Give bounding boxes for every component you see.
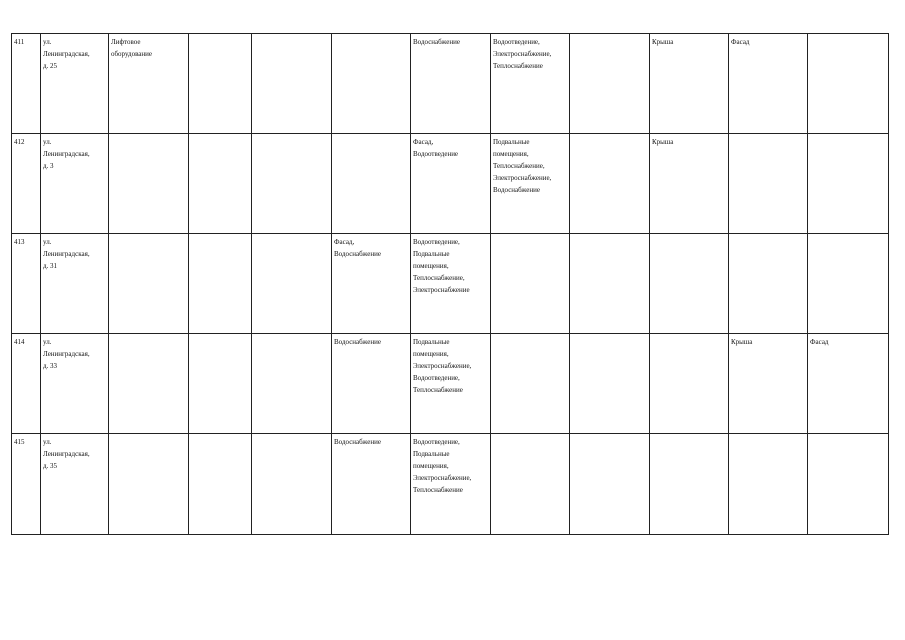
- work-cell: Фасад: [808, 334, 889, 434]
- address-cell: ул. Ленинградская, д. 25: [41, 34, 109, 134]
- row-number: 412: [12, 134, 41, 234]
- table-row: [12, 34, 889, 134]
- work-cell: Водоотведение, Подвальные помещения, Электроснабжение, Теплоснабжение: [411, 434, 491, 535]
- work-cell: Водоснабжение: [332, 334, 411, 434]
- work-cell: [491, 234, 570, 334]
- work-cell: Водоотведение, Электроснабжение, Теплоснабжение: [491, 34, 570, 134]
- address-cell: ул. Ленинградская, д. 3: [41, 134, 109, 234]
- work-cell: [189, 334, 252, 434]
- work-cell: [729, 234, 808, 334]
- work-cell: [491, 334, 570, 434]
- work-cell: [808, 134, 889, 234]
- work-cell: [650, 334, 729, 434]
- work-cell: [252, 134, 332, 234]
- work-cell: [808, 434, 889, 535]
- work-cell: [252, 334, 332, 434]
- work-cell: [570, 434, 650, 535]
- work-cell: [729, 134, 808, 234]
- row-number: 414: [12, 334, 41, 434]
- address-cell: ул. Ленинградская, д. 35: [41, 434, 109, 535]
- work-cell: [570, 34, 650, 134]
- work-cell: [109, 134, 189, 234]
- work-cell: [332, 34, 411, 134]
- table-row: [12, 334, 889, 434]
- work-cell: [252, 434, 332, 535]
- table-row: [12, 234, 889, 334]
- work-cell: Фасад, Водоотведение: [411, 134, 491, 234]
- work-cell: [189, 434, 252, 535]
- work-cell: Подвальные помещения, Электроснабжение, Водоотведение, Теплоснабжение: [411, 334, 491, 434]
- work-cell: [729, 434, 808, 535]
- work-cell: Крыша: [729, 334, 808, 434]
- work-cell: Крыша: [650, 34, 729, 134]
- address-cell: ул. Ленинградская, д. 31: [41, 234, 109, 334]
- work-cell: Фасад: [729, 34, 808, 134]
- work-cell: [109, 434, 189, 535]
- table-row: [12, 134, 889, 234]
- work-cell: [650, 234, 729, 334]
- work-cell: [570, 334, 650, 434]
- row-number: 413: [12, 234, 41, 334]
- work-cell: [491, 434, 570, 535]
- work-cell: [332, 134, 411, 234]
- work-cell: [570, 134, 650, 234]
- address-cell: ул. Ленинградская, д. 33: [41, 334, 109, 434]
- work-cell: [109, 234, 189, 334]
- work-cell: Подвальные помещения, Теплоснабжение, Электроснабжение, Водоснабжение: [491, 134, 570, 234]
- table-body: [12, 34, 889, 535]
- work-cell: Лифтовое оборудование: [109, 34, 189, 134]
- work-cell: Водоотведение, Подвальные помещения, Теплоснабжение, Электроснабжение: [411, 234, 491, 334]
- work-cell: Крыша: [650, 134, 729, 234]
- work-cell: [109, 334, 189, 434]
- work-cell: [252, 34, 332, 134]
- work-cell: Водоснабжение: [332, 434, 411, 535]
- work-cell: [189, 34, 252, 134]
- row-number: 411: [12, 34, 41, 134]
- row-number: 415: [12, 434, 41, 535]
- work-cell: Фасад, Водоснабжение: [332, 234, 411, 334]
- work-cell: [650, 434, 729, 535]
- table-row: [12, 434, 889, 535]
- work-cell: [252, 234, 332, 334]
- work-cell: [808, 34, 889, 134]
- work-cell: [189, 234, 252, 334]
- schedule-table: [11, 33, 889, 535]
- work-cell: [808, 234, 889, 334]
- work-cell: Водоснабжение: [411, 34, 491, 134]
- work-cell: [189, 134, 252, 234]
- work-cell: [570, 234, 650, 334]
